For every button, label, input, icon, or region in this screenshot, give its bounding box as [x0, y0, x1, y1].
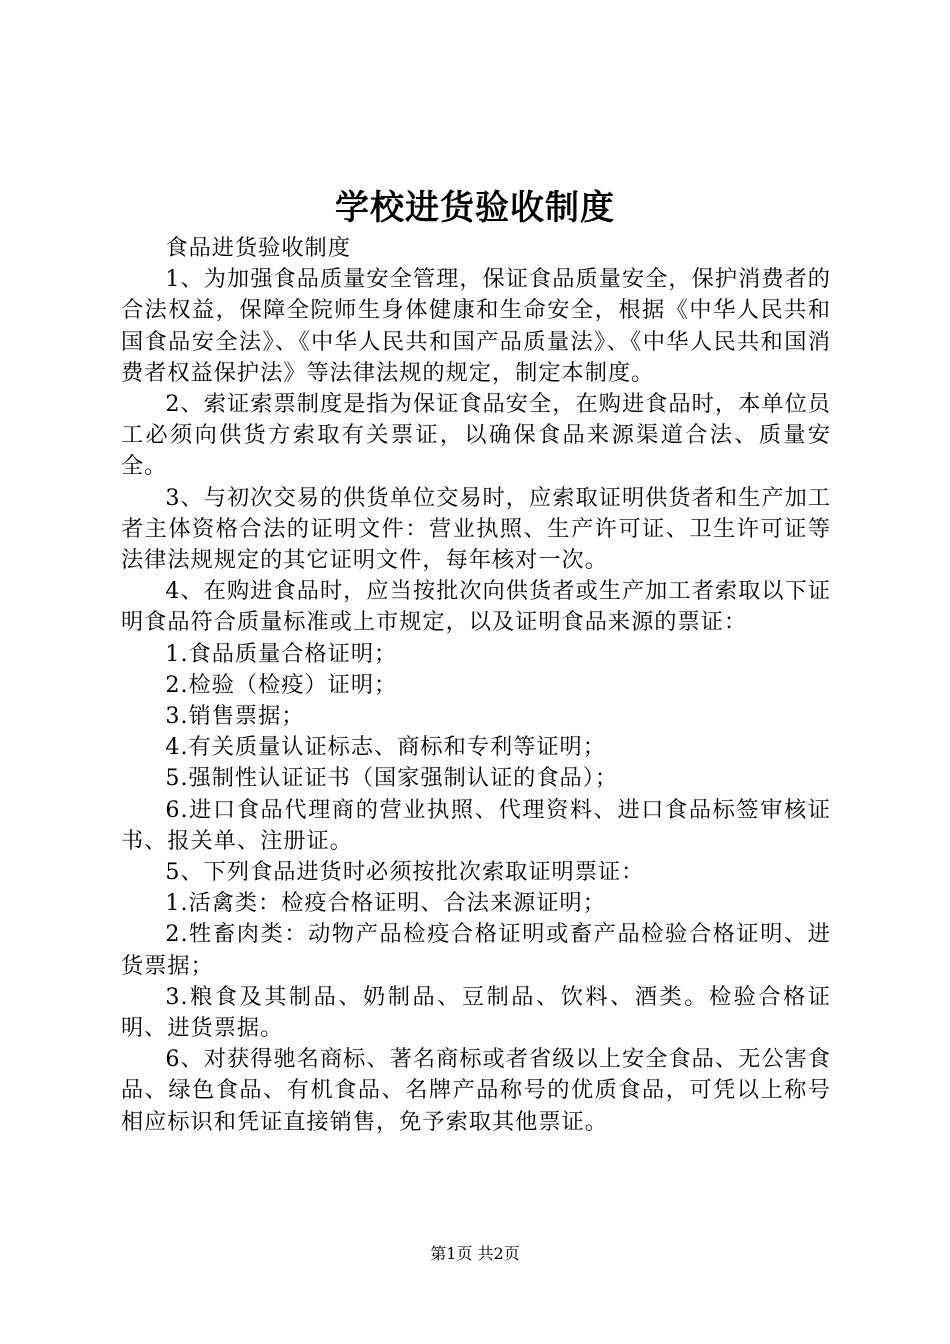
list-item-4-5: 5.强制性认证证书（国家强制认证的食品）； — [165, 765, 619, 792]
paragraph-subtitle: 食品进货验收制度 — [165, 235, 351, 261]
document-body — [121, 233, 831, 1138]
paragraph-2: 2、索证索票制度是指为保证食品安全，在购进食品时，本单位员工必须向供货方索取有关票证，以确保食品来源渠道合法、质量安全。 — [121, 391, 831, 480]
paragraph-5: 5、下列食品进货时必须按批次索取证明票证： — [165, 859, 645, 886]
document-title: 学校进货验收制度 — [335, 188, 615, 228]
list-item-5-2: 2.牲畜肉类：动物产品检疫合格证明或畜产品检验合格证明、进货票据； — [121, 921, 831, 979]
list-item-5-3: 3.粮食及其制品、奶制品、豆制品、饮料、酒类。检验合格证明、进货票据。 — [121, 983, 831, 1042]
list-item-4-4: 4.有关质量认证标志、商标和专利等证明； — [165, 734, 606, 761]
paragraph-1: 1、为加强食品质量安全管理，保证食品质量安全，保护消费者的合法权益，保障全院师生身体健康和生命安全，根据《中华人民共和国食品安全法》、《中华人民共和国产品质量法》、《中华人民共和国消费者权益保护法》等法律法规的规定，制定本制度。 — [121, 266, 831, 386]
page-footer: 第1页 共2页 — [430, 1244, 520, 1263]
list-item-4-1: 1.食品质量合格证明； — [165, 640, 398, 667]
list-item-4-3: 3.销售票据； — [165, 703, 305, 730]
paragraph-4: 4、在购进食品时，应当按批次向供货者或生产加工者索取以下证明食品符合质量标准或上市规定，以及证明食品来源的票证： — [121, 578, 831, 636]
list-item-5-1: 1.活禽类：检疫合格证明、合法来源证明； — [165, 890, 606, 917]
paragraph-6: 6、对获得驰名商标、著名商标或者省级以上安全食品、无公害食品、绿色食品、有机食品、名牌产品称号的优质食品，可凭以上称号相应标识和凭证直接销售，免予索取其他票证。 — [121, 1046, 831, 1135]
list-item-4-2: 2.检验（检疫）证明； — [165, 671, 398, 698]
paragraph-3: 3、与初次交易的供货单位交易时，应索取证明供货者和生产加工者主体资格合法的证明文件：营业执照、生产许可证、卫生许可证等法律法规规定的其它证明文件，每年核对一次。 — [121, 484, 831, 574]
list-item-4-6: 6.进口食品代理商的营业执照、代理资料、进口食品标签审核证书、报关单、注册证。 — [121, 796, 831, 854]
